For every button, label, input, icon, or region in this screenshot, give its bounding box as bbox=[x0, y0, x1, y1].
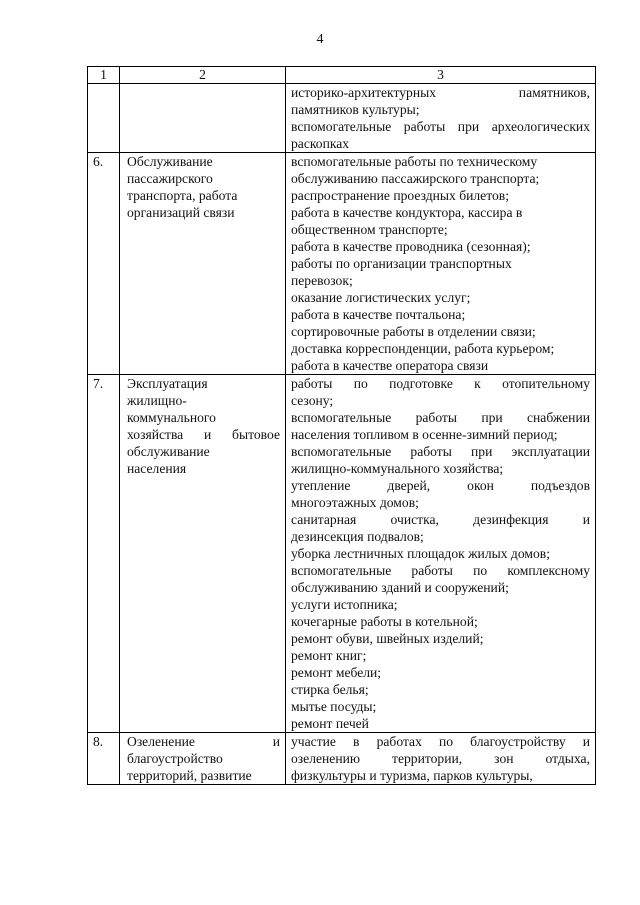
header-col-1: 1 bbox=[88, 67, 120, 84]
work-line: утепление дверей, окон подъездов bbox=[291, 478, 590, 493]
category-line: Обслуживание bbox=[127, 154, 213, 169]
category-line: территорий, развитие bbox=[127, 768, 252, 783]
row-number: 8. bbox=[88, 733, 120, 785]
category-line: обслуживание bbox=[127, 444, 210, 459]
document-table bbox=[87, 66, 596, 785]
category-cell bbox=[120, 733, 286, 785]
work-line: участие в работах по благоустройству и bbox=[291, 734, 590, 749]
work-line: дезинсекция подвалов; bbox=[291, 529, 424, 544]
table-row bbox=[88, 84, 596, 153]
work-line: ремонт книг; bbox=[291, 648, 367, 663]
work-line: работа в качестве проводника (сезонная); bbox=[291, 239, 531, 254]
work-line: населения топливом в осенне-зимний период; bbox=[291, 427, 558, 442]
works-cell bbox=[286, 153, 596, 375]
category-line: населения bbox=[127, 461, 187, 476]
category-line: жилищно- bbox=[127, 393, 187, 408]
category-cell bbox=[120, 153, 286, 375]
work-line: сезону; bbox=[291, 393, 334, 408]
work-line: раскопках bbox=[291, 136, 350, 151]
work-line: сортировочные работы в отделении связи; bbox=[291, 324, 536, 339]
row-number: 6. bbox=[88, 153, 120, 375]
work-line: общественном транспорте; bbox=[291, 222, 448, 237]
table-row bbox=[88, 153, 596, 375]
category-line: хозяйства и бытовое bbox=[127, 427, 280, 442]
work-line: работа в качестве оператора связи bbox=[291, 358, 489, 373]
category-line: благоустройство bbox=[127, 751, 223, 766]
category-line: транспорта, работа bbox=[127, 188, 238, 203]
work-line: ремонт печей bbox=[291, 716, 369, 731]
category-line: коммунального bbox=[127, 410, 216, 425]
work-line: услуги истопника; bbox=[291, 597, 398, 612]
row-number bbox=[88, 84, 120, 153]
category-cell bbox=[120, 84, 286, 153]
work-line: вспомогательные работы при снабжении bbox=[291, 410, 590, 425]
header-col-2: 2 bbox=[120, 67, 286, 84]
work-line: историко-архитектурных памятников, bbox=[291, 85, 590, 100]
work-line: вспомогательные работы при археологических bbox=[291, 119, 590, 134]
category-line: организаций связи bbox=[127, 205, 235, 220]
work-line: работа в качестве кондуктора, кассира в bbox=[291, 205, 523, 220]
work-line: распространение проездных билетов; bbox=[291, 188, 509, 203]
works-cell bbox=[286, 84, 596, 153]
work-line: работы по организации транспортных bbox=[291, 256, 512, 271]
work-line: санитарная очистка, дезинфекция и bbox=[291, 512, 590, 527]
work-line: перевозок; bbox=[291, 273, 353, 288]
work-line: обслуживанию зданий и сооружений; bbox=[291, 580, 509, 595]
work-line: жилищно-коммунального хозяйства; bbox=[291, 461, 504, 476]
works-cell bbox=[286, 375, 596, 733]
work-line: кочегарные работы в котельной; bbox=[291, 614, 478, 629]
table-row bbox=[88, 733, 596, 785]
work-line: стирка белья; bbox=[291, 682, 369, 697]
category-line: Озеленение и bbox=[127, 734, 280, 749]
work-line: оказание логистических услуг; bbox=[291, 290, 471, 305]
work-line: многоэтажных домов; bbox=[291, 495, 419, 510]
work-line: физкультуры и туризма, парков культуры, bbox=[291, 768, 533, 783]
page-number: 4 bbox=[316, 32, 324, 47]
table-body bbox=[88, 67, 596, 785]
work-line: работа в качестве почтальона; bbox=[291, 307, 466, 322]
work-line: ремонт мебели; bbox=[291, 665, 382, 680]
work-line: озеленению территории, зон отдыха, bbox=[291, 751, 590, 766]
work-line: памятников культуры; bbox=[291, 102, 420, 117]
work-line: обслуживанию пассажирского транспорта; bbox=[291, 171, 540, 186]
header-col-3: 3 bbox=[286, 67, 596, 84]
work-line: мытье посуды; bbox=[291, 699, 377, 714]
work-line: доставка корреспонденции, работа курьером; bbox=[291, 341, 555, 356]
category-cell bbox=[120, 375, 286, 733]
work-line: вспомогательные работы по техническому bbox=[291, 154, 538, 169]
category-line: пассажирского bbox=[127, 171, 213, 186]
works-cell bbox=[286, 733, 596, 785]
work-line: ремонт обуви, швейных изделий; bbox=[291, 631, 484, 646]
table-row bbox=[88, 375, 596, 733]
category-line: Эксплуатация bbox=[127, 376, 208, 391]
work-line: уборка лестничных площадок жилых домов; bbox=[291, 546, 550, 561]
row-number: 7. bbox=[88, 375, 120, 733]
work-line: вспомогательные работы по комплексному bbox=[291, 563, 590, 578]
work-line: работы по подготовке к отопительному bbox=[291, 376, 590, 391]
table-header-row bbox=[88, 67, 596, 84]
work-line: вспомогательные работы при эксплуатации bbox=[291, 444, 590, 459]
